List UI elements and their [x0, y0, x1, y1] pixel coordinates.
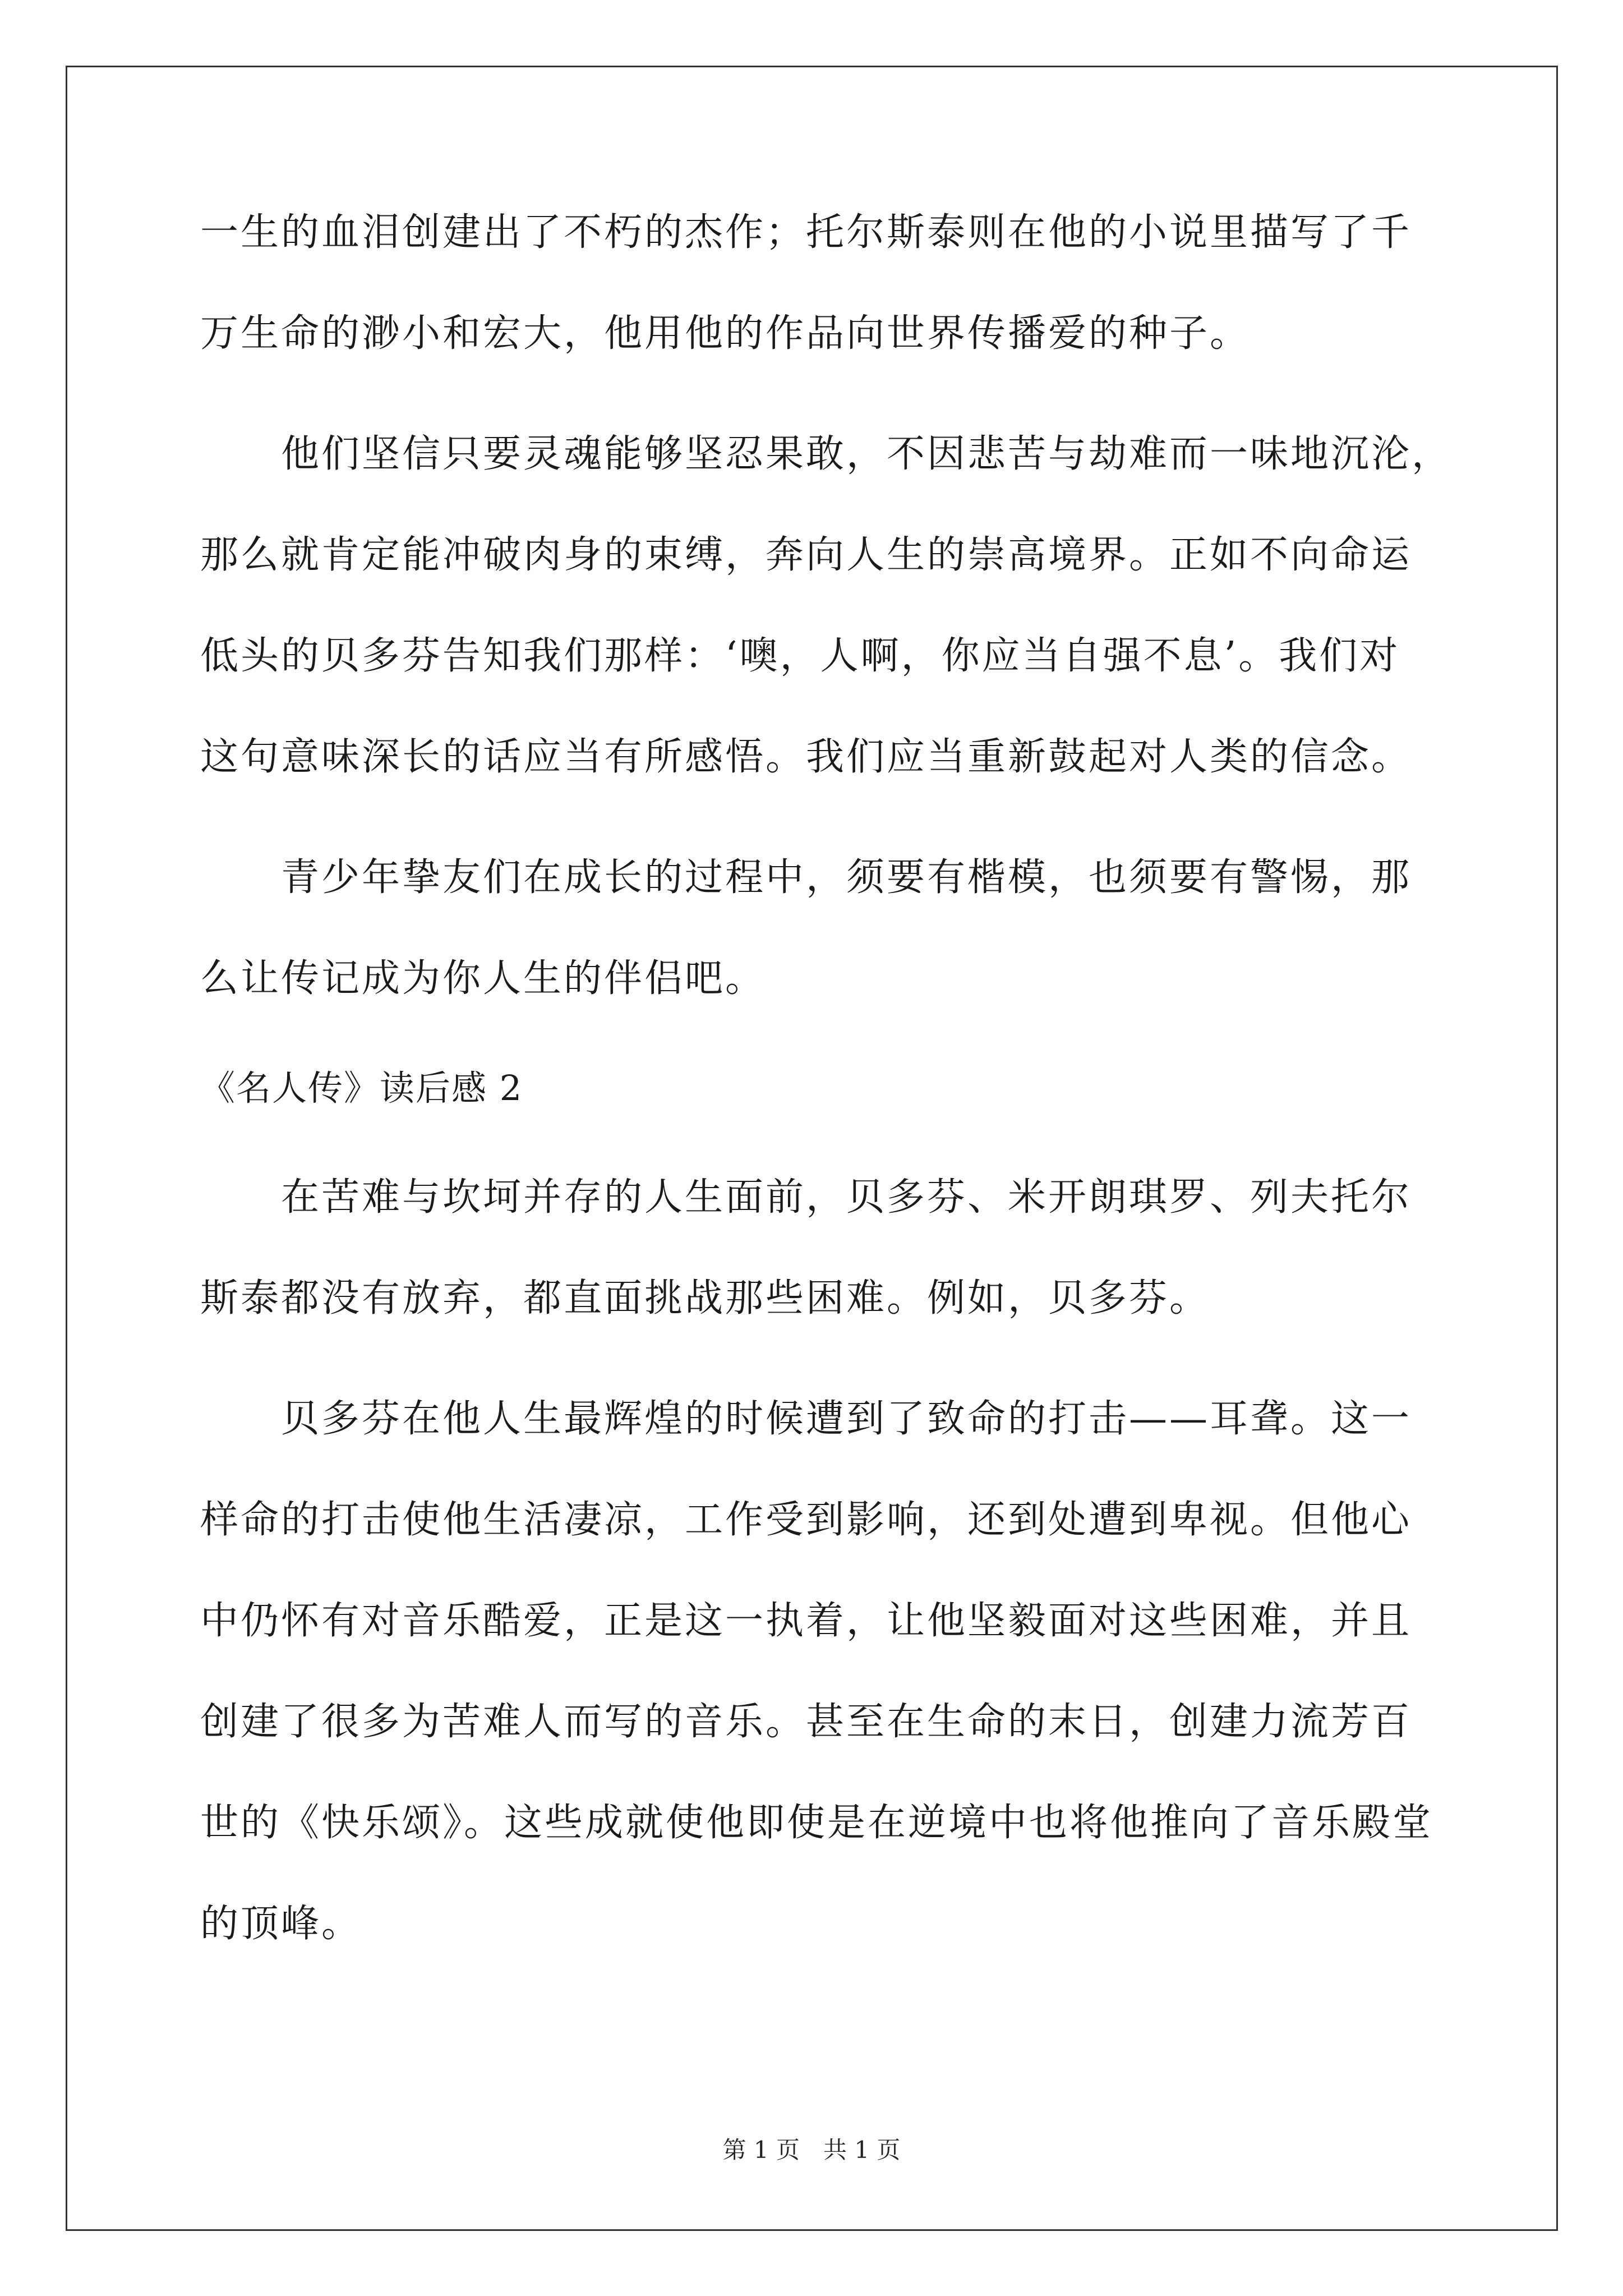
text-line: 这句意味深长的话应当有所感悟。我们应当重新鼓起对人类的信念。 — [200, 735, 1412, 779]
text-line: 么让传记成为你人生的伴侣吧。 — [200, 956, 766, 1001]
page-footer: 第 1 页 共 1 页 — [722, 2136, 901, 2164]
text-line: 那么就肯定能冲破肉身的束缚，奔向人生的崇高境界。正如不向命运 — [200, 533, 1412, 577]
text-line: 低头的贝多芬告知我们那样：‘噢，人啊，你应当自强不息’。我们对 — [200, 634, 1400, 678]
text-line: 万生命的渺小和宏大，他用他的作品向世界传播爱的种子。 — [200, 311, 1251, 356]
text-line: 创建了很多为苦难人而写的音乐。甚至在生命的末日，创建力流芳百 — [200, 1700, 1412, 1744]
text-line: 斯泰都没有放弃，都直面挑战那些困难。例如，贝多芬。 — [200, 1276, 1210, 1320]
text-line: 世的《快乐颂》。这些成就使他即使是在逆境中也将他推向了音乐殿堂 — [200, 1801, 1433, 1845]
text-line: 他们坚信只要灵魂能够坚忍果敢，不因悲苦与劫难而一味地沉沦， — [200, 432, 1453, 476]
section-heading: 《名人传》读后感 2 — [200, 1068, 523, 1108]
text-line: 的顶峰。 — [200, 1902, 362, 1946]
text-line: 青少年挚友们在成长的过程中，须要有楷模，也须要有警惕，那 — [200, 855, 1412, 900]
text-line: 样命的打击使他生活凄凉，工作受到影响，还到处遭到卑视。但他心 — [200, 1498, 1412, 1542]
text-line: 一生的血泪创建出了不朽的杰作；托尔斯泰则在他的小说里描写了千 — [200, 210, 1412, 255]
text-line: 在苦难与坎坷并存的人生面前，贝多芬、米开朗琪罗、列夫托尔 — [200, 1175, 1412, 1220]
text-line: 贝多芬在他人生最辉煌的时候遭到了致命的打击——耳聋。这一 — [200, 1397, 1412, 1441]
text-line: 中仍怀有对音乐酷爱，正是这一执着，让他坚毅面对这些困难，并且 — [200, 1599, 1412, 1643]
